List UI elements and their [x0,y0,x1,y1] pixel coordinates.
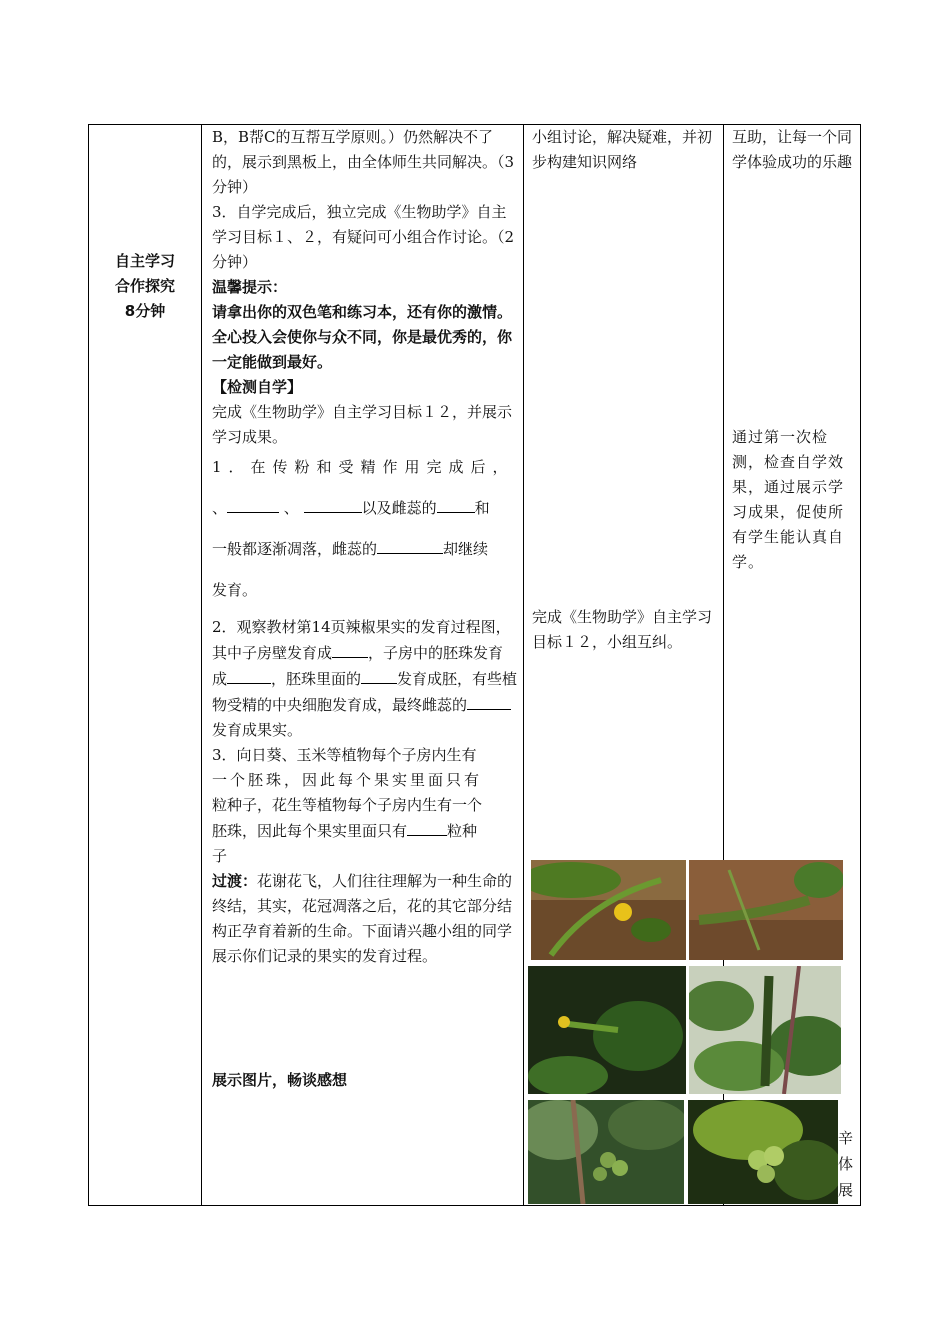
question-text: 以及雌蕊的 [361,499,437,517]
check-title: 【检测自学】 [212,378,303,396]
side-char: 体 [838,1155,854,1173]
tomato-plant-photo [688,1100,838,1204]
question-text: 子 [212,847,228,865]
question-1 [212,447,518,611]
transition-body: 花谢花飞，人们往往理解为一种生命的终结，其实，花冠凋落之后，花的其它部分结构正孕育着新的生命。下面请兴趣小组的同学展示你们记录的果实的发育过程。 [212,872,513,965]
stage-label-line: 自主学习 [114,252,175,270]
question-line [212,488,518,529]
stage-label [89,249,201,324]
column-divider [523,125,524,1205]
question-text: 、 [212,499,228,517]
design-intent [732,125,856,575]
column-divider [201,125,202,1205]
question-text: 和 [474,499,490,517]
answer-blank[interactable] [437,495,475,513]
question-text: 却继续 [443,540,489,558]
answer-blank[interactable] [377,536,443,554]
question-line [212,818,518,844]
question-text: 发育成胚，有些植物受精的中央细胞发育成 [212,670,518,714]
question-text: 一般都逐渐凋落，雌蕊的 [212,540,378,558]
student-activity [532,125,717,655]
question-3 [212,743,518,869]
question-text: 发育成果实。 [212,721,303,739]
question-text: 3．向日葵、玉米等植物每个子房内生有 [212,746,477,764]
teacher-activity [212,125,518,1093]
design-intent-text: 互助，让每一个同学体验成功的乐趣 [732,128,853,171]
green-tomato-cluster-photo [528,1100,684,1204]
question-text: ，子房中的胚珠发育成 [212,644,504,688]
question-text: 粒种子，花生等植物每个子房内生有一个 [212,796,483,814]
question-line [212,529,518,570]
question-text: 、 [283,499,299,517]
tip-title: 温馨提示： [212,278,288,296]
question-text: 2．观察教材第14页辣椒果实的发育过程图，其中子房壁发育成 [212,618,511,662]
question-text: 胚珠，因此每个果实里面只有 [212,822,408,840]
answer-blank[interactable] [407,818,447,836]
answer-blank[interactable] [361,666,397,684]
student-check-text: 完成《生物助学》自主学习目标１２，小组互纠。 [532,608,713,651]
answer-blank[interactable] [227,495,279,513]
question-text: ，最终雌蕊的 [377,696,468,714]
stage-label-line: 合作探究 [114,277,175,295]
answer-blank[interactable] [304,495,362,513]
answer-blank[interactable] [467,692,511,710]
question-text: 发育。 [212,581,258,599]
check-body: 完成《生物助学》自主学习目标１２，并展示学习成果。 [212,403,513,446]
question-text: 1．在传粉和受精作用完成后， [212,458,515,476]
transition-paragraph [212,869,518,969]
hanging-cucumber-photo [689,966,841,1094]
question-text: 粒种 [447,822,478,840]
tip-body: 请拿出你的双色笔和练习本，还有你的激情。全心投入会使你与众不同，你是最优秀的，你一定能做到最好。 [212,303,513,371]
stage-label-time: 8分钟 [124,302,166,320]
answer-blank[interactable] [332,640,368,658]
show-photos-title: 展示图片，畅谈感想 [212,1071,348,1089]
self-study-step: 3．自学完成后，独立完成《生物助学》自主学习目标１、２，有疑问可小组合作讨论。（2分钟） [212,203,515,271]
cooperation-rule-text: B，B帮C的互帮互学原则。）仍然解决不了的，展示到黑板上，由全体师生共同解决。（3分钟） [212,128,515,196]
design-intent-text: 通过第一次检测，检查自学效果，通过展示学习成果，促使所有学生能认真自学。 [732,428,845,571]
side-char: 展 [838,1181,854,1199]
question-2 [212,615,518,743]
side-char: 辛 [838,1129,854,1147]
small-cucumber-photo [528,966,686,1094]
young-cucumber-photo [689,860,843,960]
question-text: ，胚珠里面的 [271,670,362,688]
student-discussion-text: 小组讨论，解决疑难，并初步构建知识网络 [532,128,713,171]
cucumber-flower-photo [531,860,686,960]
transition-title: 过渡： [212,872,258,890]
question-text: 一个胚珠，因此每个果实里面只有 [212,771,483,789]
answer-blank[interactable] [227,666,271,684]
